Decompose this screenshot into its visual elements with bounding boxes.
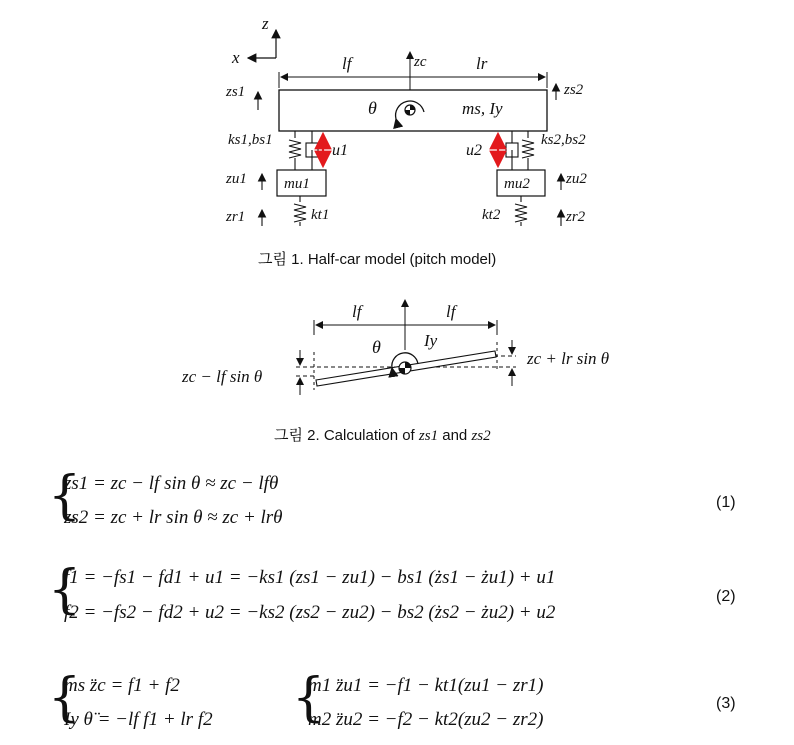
label-mu2: mu2 [504, 176, 530, 192]
eq3-left-line2: Iy θ̈ = −lf f1 + lr f2 [64, 709, 213, 730]
eq3-right-line1: m1 z̈u1 = −f1 − kt1(zu1 − zr1) [308, 675, 544, 696]
figure-2 [0, 290, 794, 440]
fig2-label-lf-right: lf [446, 302, 456, 321]
eq1-line1: zs1 = zc − lf sin θ ≈ zc − lfθ [64, 473, 279, 494]
label-ms-iy: ms, Iy [462, 99, 503, 118]
figure-1-caption: 그림 1. Half-car model (pitch model) [258, 251, 497, 268]
fig2-label-theta: θ [372, 337, 381, 357]
eq2-brace: { [48, 560, 82, 620]
eq2-number: (2) [716, 588, 736, 605]
label-zs2: zs2 [564, 82, 584, 98]
label-lf: lf [342, 54, 352, 73]
label-z-axis: z [262, 14, 269, 33]
eq3-number: (3) [716, 695, 736, 712]
label-mu1: mu1 [284, 176, 310, 192]
label-ks2-bs2: ks2,bs2 [541, 132, 586, 148]
eq1-line2: zs2 = zc + lr sin θ ≈ zc + lrθ [64, 507, 283, 528]
figure-2-caption-and: and [438, 427, 472, 444]
right-tire-spring [515, 196, 527, 226]
figure-2-caption-prefix: 그림 2. Calculation of [274, 427, 419, 444]
fig2-right-expression: zc + lr sin θ [527, 349, 610, 368]
eq1-brace: { [48, 466, 82, 526]
figure-2-caption [274, 424, 491, 445]
figure-2-caption-zs1: zs1 [418, 428, 439, 444]
eq3-left-line1: ms z̈c = f1 + f2 [64, 675, 180, 696]
left-tire-spring [294, 196, 306, 226]
eq2-line2: f2 = −fs2 − fd2 + u2 = −ks2 (zs2 − zu2) − bs2 (żs2 − żu2) + u2 [64, 602, 556, 623]
right-suspension [506, 131, 534, 170]
label-zr1: zr1 [226, 209, 246, 225]
eq1-number: (1) [716, 494, 736, 511]
fig2-label-iy: Iy [424, 331, 438, 350]
label-x-axis: x [232, 48, 240, 67]
label-zu1: zu1 [226, 171, 247, 187]
figure-1 [0, 0, 794, 280]
label-zu2: zu2 [566, 171, 587, 187]
label-lr: lr [476, 54, 488, 73]
label-zs1: zs1 [226, 84, 246, 100]
figure-2-caption-zs2: zs2 [471, 428, 491, 444]
label-u1: u1 [332, 142, 348, 159]
label-u2: u2 [466, 142, 482, 159]
label-zr2: zr2 [566, 209, 586, 225]
label-kt2: kt2 [482, 207, 501, 223]
figure-1-diagram [0, 0, 794, 280]
eq3-right-brace: { [292, 668, 326, 728]
label-ks1-bs1: ks1,bs1 [228, 132, 273, 148]
left-suspension [289, 131, 318, 170]
eq2-line1: f1 = −fs1 − fd1 + u1 = −ks1 (zs1 − zu1) − bs1 (żs1 − żu1) + u1 [64, 567, 556, 588]
eq3-right-line2: m2 z̈u2 = −f2 − kt2(zu2 − zr2) [308, 709, 544, 730]
label-zc: zc [414, 54, 427, 70]
fig2-left-expression: zc − lf sin θ [182, 367, 263, 386]
fig2-label-lf-left: lf [352, 302, 362, 321]
eq3-left-brace: { [48, 668, 82, 728]
label-kt1: kt1 [311, 207, 330, 223]
label-theta: θ [368, 98, 377, 118]
figure-2-diagram [0, 290, 794, 440]
